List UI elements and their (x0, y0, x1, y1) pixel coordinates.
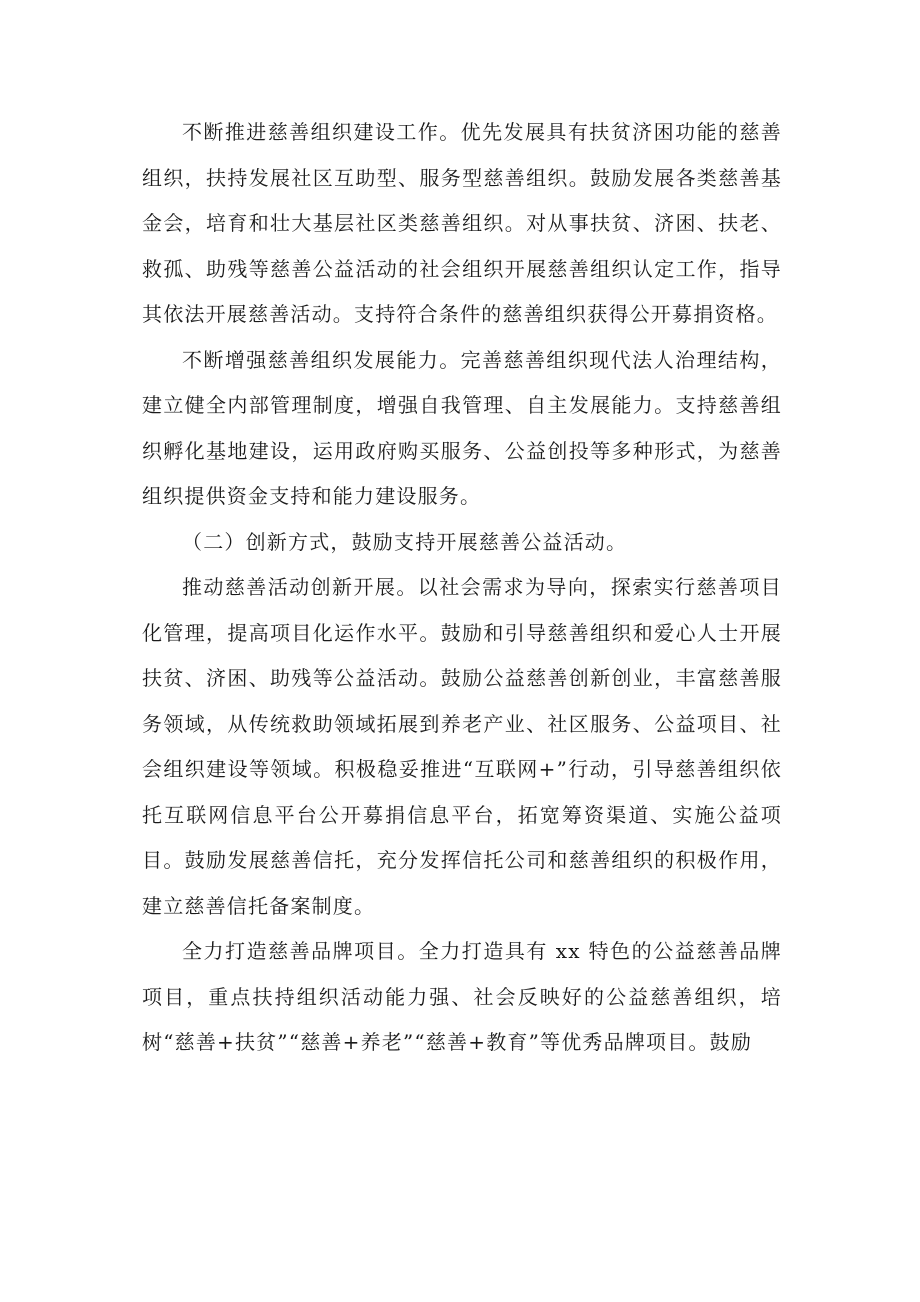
paragraph-capacity-building: 不断增强慈善组织发展能力。完善慈善组织现代法人治理结构，建立健全内部管理制度，增强自我管理、自主发展能力。支持慈善组织孵化基地建设，运用政府购买服务、公益创投等多种形式，为慈善组织提供资金支持和能力建设服务。 (142, 347, 782, 508)
section-heading-innovation: （二）创新方式，鼓励支持开展慈善公益活动。 (182, 529, 628, 554)
paragraph-activity-innovation: 推动慈善活动创新开展。以社会需求为导向，探索实行慈善项目化管理，提高项目化运作水平。鼓励和引导慈善组织和爱心人士开展扶贫、济困、助残等公益活动。鼓励公益慈善创新创业，丰富慈善服务领域，从传统救助领域拓展到养老产业、社区服务、公益项目、社会组织建设等领域。积极稳妥推进“互联网+”行动，引导慈善组织依托互联网信息平台公开募捐信息平台，拓宽筹资渠道、实施公益项目。鼓励发展慈善信托，充分发挥信托公司和慈善组织的积极作用，建立慈善信托备案制度。 (142, 575, 782, 918)
paragraph-organization-building: 不断推进慈善组织建设工作。优先发展具有扶贫济困功能的慈善组织，扶持发展社区互助型、服务型慈善组织。鼓励发展各类慈善基金会，培育和壮大基层社区类慈善组织。对从事扶贫、济困、扶老、救孤、助残等慈善公益活动的社会组织开展慈善组织认定工作，指导其依法开展慈善活动。支持符合条件的慈善组织获得公开募捐资格。 (142, 120, 782, 326)
document-body (142, 110, 782, 1066)
paragraph-brand-projects: 全力打造慈善品牌项目。全力打造具有 xx 特色的公益慈善品牌项目，重点扶持组织活动能力强、社会反映好的公益慈善组织，培树“慈善+扶贫”“慈善+养老”“慈善+教育”等优秀品牌项目。鼓励 (142, 939, 782, 1054)
